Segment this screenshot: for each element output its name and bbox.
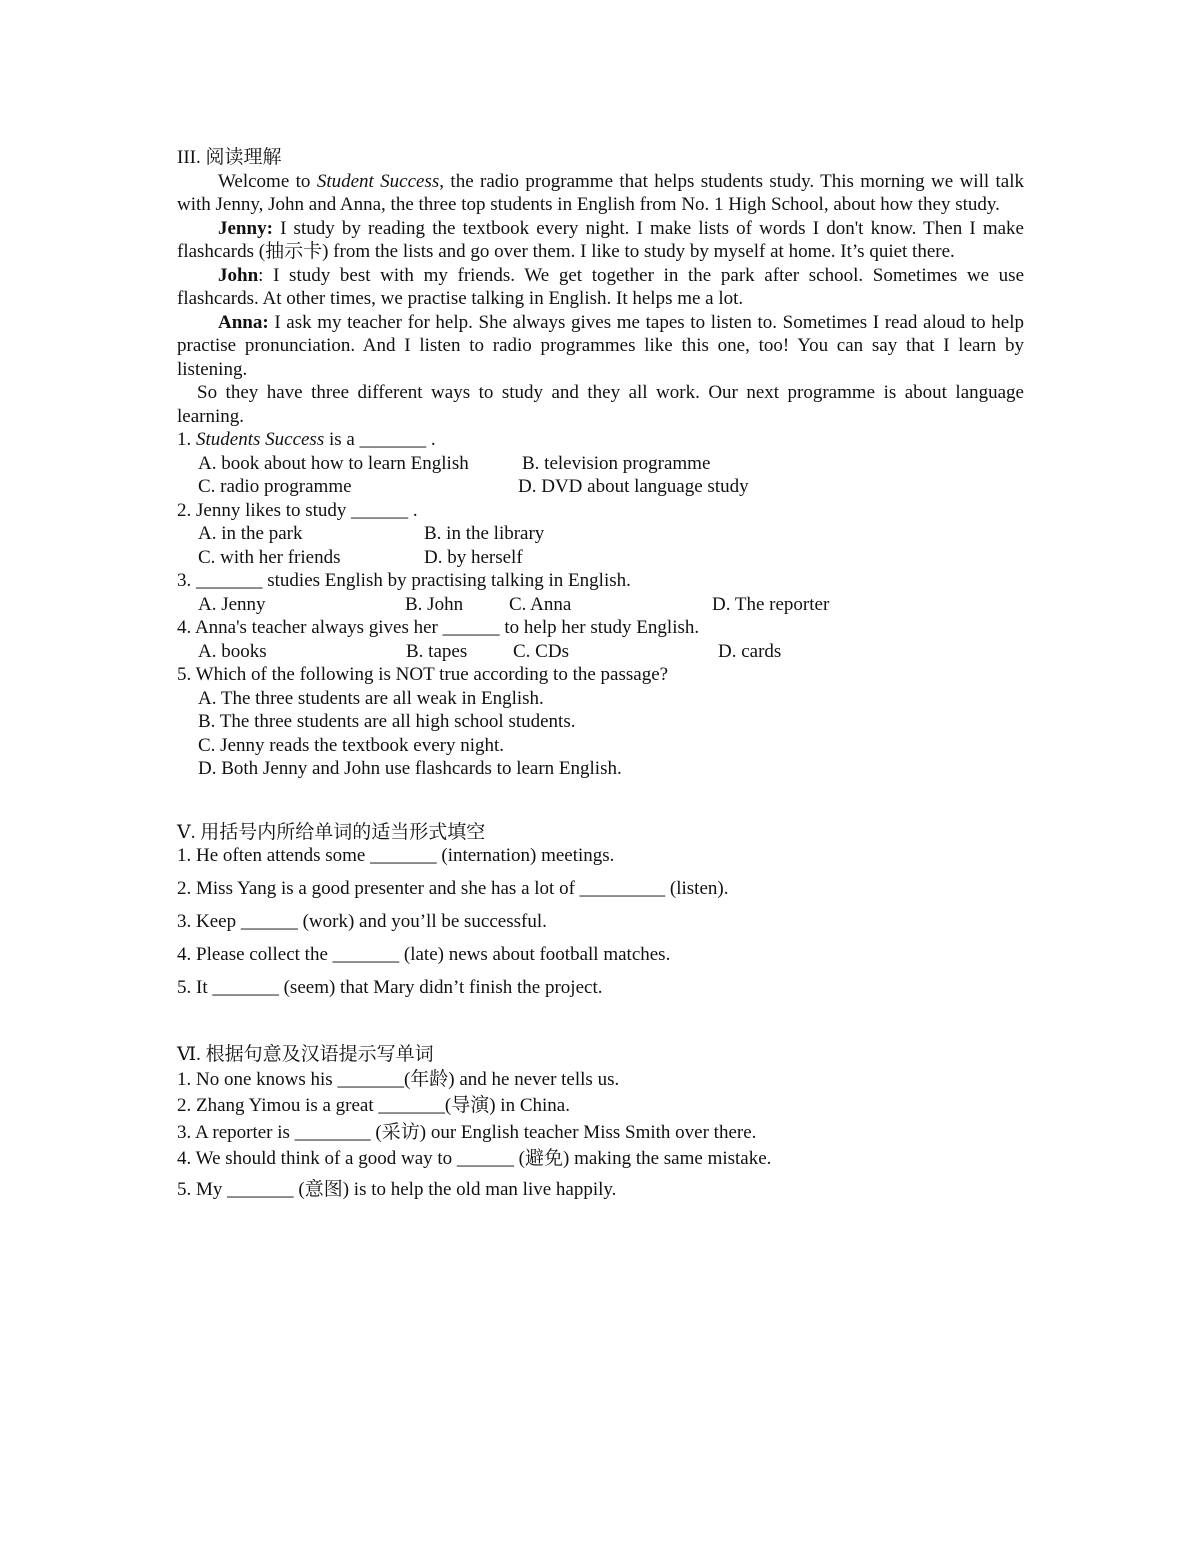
option: C. CDs <box>513 640 569 662</box>
option: D. cards <box>718 640 782 662</box>
option: D. The reporter <box>712 593 830 615</box>
reading-heading: III. 阅读理解 <box>177 147 282 168</box>
question-4: 4. Anna's teacher always gives her ______ to help her study English. <box>177 617 700 638</box>
fill-item: 2. Zhang Yimou is a great _______(导演) in China. <box>177 1095 570 1116</box>
speaker-jenny: Jenny: <box>218 217 273 239</box>
fill-item: 1. He often attends some _______ (internation) meetings. <box>177 845 615 866</box>
option: D. Both Jenny and John use flashcards to learn English. <box>198 758 622 779</box>
section6-heading: Ⅵ. 根据句意及汉语提示写单词 <box>177 1044 434 1065</box>
option: A. in the park <box>198 523 303 544</box>
speaker-anna: Anna: <box>218 311 269 333</box>
question-4-options <box>177 640 1024 664</box>
option: B. John <box>405 593 464 615</box>
question-1: 1. Students Success is a _______ . <box>177 429 436 450</box>
fill-item: 2. Miss Yang is a good presenter and she has a lot of _________ (listen). <box>177 878 729 899</box>
speaker-john: John <box>218 264 259 286</box>
option: D. DVD about language study <box>518 476 749 497</box>
option: C. Anna <box>509 593 572 615</box>
fill-item: 3. A reporter is ________ (采访) our English teacher Miss Smith over there. <box>177 1121 757 1143</box>
section5-items <box>177 839 1024 1004</box>
question-2: 2. Jenny likes to study ______ . <box>177 499 418 521</box>
reading-outro: So they have three different ways to study and they all work. Our next programme is about language learning. <box>177 382 1024 427</box>
fill-item: 5. It _______ (seem) that Mary didn’t finish the project. <box>177 977 603 998</box>
section6-items <box>177 1067 1024 1206</box>
option: A. books <box>198 640 267 662</box>
option: D. by herself <box>424 546 523 568</box>
fill-item: 5. My _______ (意图) is to help the old man live happily. <box>177 1178 617 1200</box>
option: A. book about how to learn English <box>198 452 469 474</box>
option: C. radio programme <box>198 476 352 497</box>
reading-john-paragraph: John: I study best with my friends. We get together in the park after school. Sometimes we use flashcards. At other times, we practise talking in English. It helps me a lot. <box>177 264 1024 309</box>
question-3: 3. _______ studies English by practising talking in English. <box>177 570 631 591</box>
option: B. The three students are all high school students. <box>198 711 576 732</box>
section5-heading: Ⅴ. 用括号内所给单词的适当形式填空 <box>177 821 486 843</box>
question-1-options <box>177 452 1024 499</box>
question-2-options <box>177 522 1024 569</box>
question-5-options <box>177 687 1024 781</box>
fill-item: 4. We should think of a good way to ______ (避免) making the same mistake. <box>177 1148 772 1169</box>
fill-item: 4. Please collect the _______ (late) news about football matches. <box>177 944 671 965</box>
reading-anna-paragraph: Anna: I ask my teacher for help. She always gives me tapes to listen to. Sometimes I read aloud to help practise pronunciation. And I listen to radio programmes like this one, too! You can say that I learn by listening. <box>177 311 1024 380</box>
fill-item: 3. Keep ______ (work) and you’ll be successful. <box>177 911 547 932</box>
question-3-options <box>177 593 1024 617</box>
reading-intro: Welcome to Student Success, the radio programme that helps students study. This morning we will talk with Jenny, John and Anna, the three top students in English from No. 1 High School, about how they study. <box>177 170 1024 215</box>
question-5: 5. Which of the following is NOT true according to the passage? <box>177 664 669 685</box>
option: A. The three students are all weak in English. <box>198 687 544 709</box>
option: C. with her friends <box>198 546 341 568</box>
option: B. tapes <box>406 640 468 662</box>
reading-jenny-paragraph: Jenny: I study by reading the textbook every night. I make lists of words I don't know. Then I make flashcards (抽示卡) from the lists and go over them. I like to study by myself at home. It’s quiet there. <box>177 217 1024 262</box>
option: C. Jenny reads the textbook every night. <box>198 734 505 756</box>
option: B. in the library <box>424 523 545 544</box>
option: B. television programme <box>522 452 711 474</box>
worksheet-page <box>177 146 1024 1206</box>
fill-item: 1. No one knows his _______(年龄) and he never tells us. <box>177 1068 620 1090</box>
option: A. Jenny <box>198 593 266 615</box>
